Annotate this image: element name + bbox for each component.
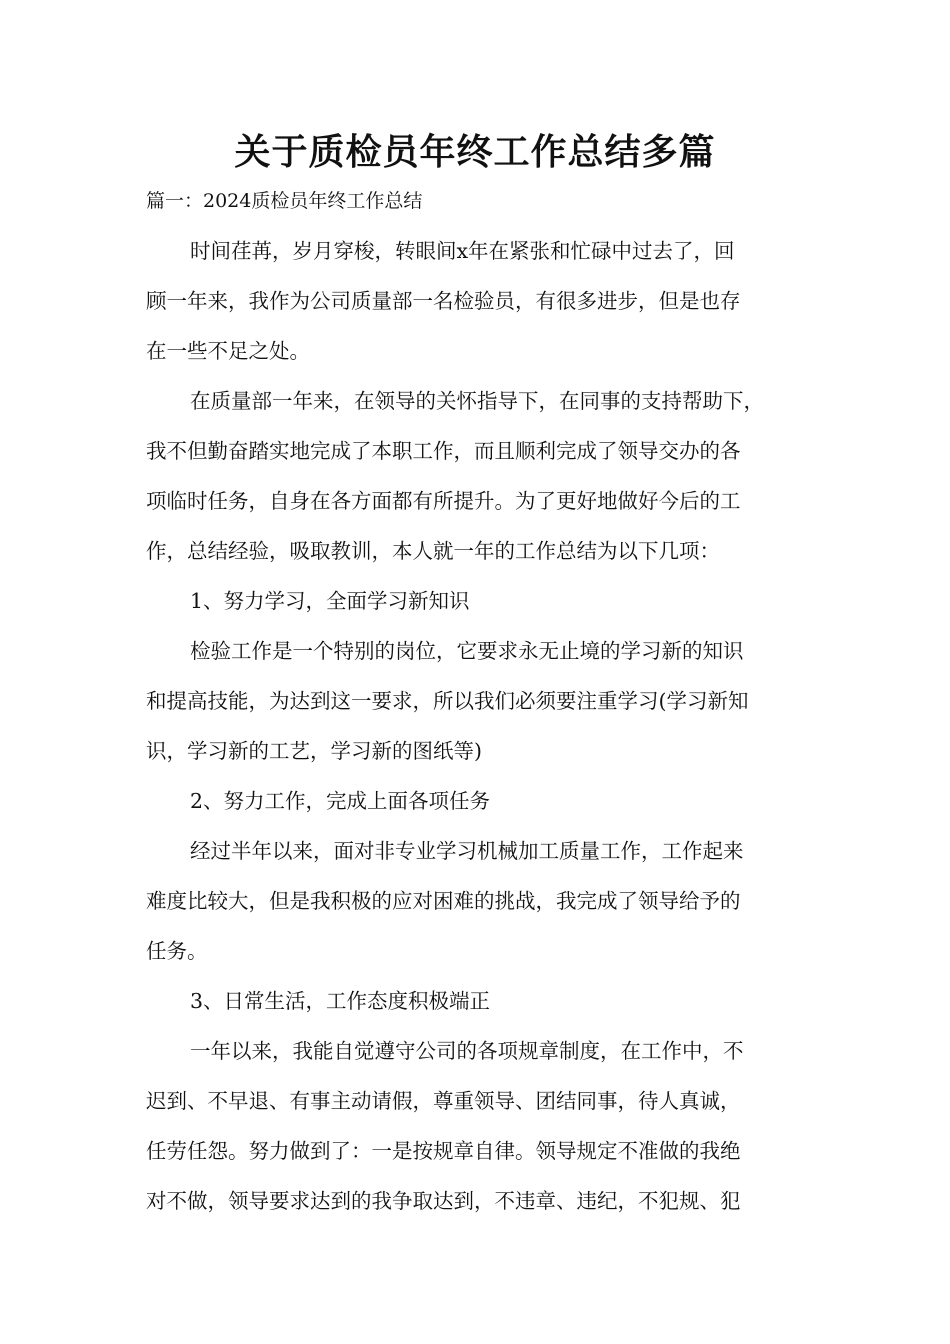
paragraph-line: 检验工作是一个特别的岗位，它要求永无止境的学习新的知识	[190, 639, 744, 663]
paragraph-line: 识，学习新的工艺，学习新的图纸等)	[146, 739, 482, 763]
subheading-line: 1、努力学习，全面学习新知识	[190, 589, 470, 613]
subheading-line: 3、日常生活，工作态度积极端正	[190, 989, 491, 1013]
paragraph-line: 和提高技能，为达到这一要求，所以我们必须要注重学习(学习新知	[146, 689, 749, 713]
paragraph-line: 难度比较大，但是我积极的应对困难的挑战，我完成了领导给予的	[146, 889, 741, 913]
paragraph-line: 任劳任怨。努力做到了：一是按规章自律。领导规定不准做的我绝	[146, 1139, 741, 1163]
subheading-line: 2、努力工作，完成上面各项任务	[190, 789, 491, 813]
section-heading: 篇一：2024质检员年终工作总结	[146, 190, 423, 212]
paragraph-line: 时间荏苒，岁月穿梭，转眼间x年在紧张和忙碌中过去了，回	[190, 239, 735, 263]
paragraph-line: 顾一年来，我作为公司质量部一名检验员，有很多进步，但是也存	[146, 289, 741, 313]
document-title: 关于质检员年终工作总结多篇	[234, 132, 716, 173]
paragraph-line: 项临时任务，自身在各方面都有所提升。为了更好地做好今后的工	[146, 489, 741, 513]
paragraph-line: 对不做，领导要求达到的我争取达到，不违章、违纪，不犯规、犯	[146, 1189, 741, 1213]
paragraph-line: 在质量部一年来，在领导的关怀指导下，在同事的支持帮助下，	[190, 389, 764, 413]
paragraph-line: 迟到、不早退、有事主动请假，尊重领导、团结同事，待人真诚，	[146, 1089, 741, 1113]
paragraph-line: 任务。	[146, 939, 208, 963]
paragraph-line: 在一些不足之处。	[146, 339, 310, 363]
paragraph-line: 一年以来，我能自觉遵守公司的各项规章制度，在工作中，不	[190, 1039, 744, 1063]
paragraph-line: 我不但勤奋踏实地完成了本职工作，而且顺利完成了领导交办的各	[146, 439, 741, 463]
paragraph-line: 经过半年以来，面对非专业学习机械加工质量工作，工作起来	[190, 839, 744, 863]
paragraph-line: 作，总结经验，吸取教训，本人就一年的工作总结为以下几项：	[146, 539, 720, 563]
